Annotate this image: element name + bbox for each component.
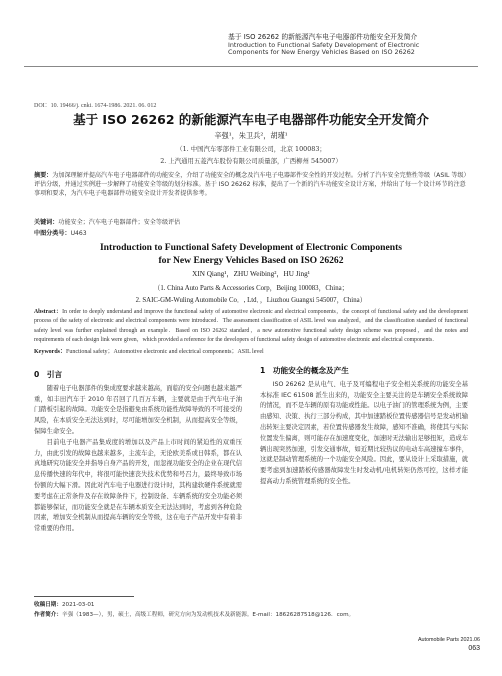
paper-title-en: [0, 242, 502, 267]
footnote-received-label: 收稿日期：: [34, 602, 62, 608]
affiliation-cn-2: 2. 上汽通用五菱汽车股份有限公司质量部，广西柳州 545007）: [160, 157, 342, 165]
keywords-en-text: Functional safety；Automotive electronic and electrical components；ASIL level: [66, 349, 264, 355]
intro-paragraph-1: 随着电子电器部件的集成度要求越来越高，面临的安全问题也越来越严重，如丰田汽车于 2010 年召回了几百万车辆，主要就是由于汽车电子油门踏板引起的故障。功能安全是指避免由系统功能性故障导致的不可接受的风险，在本质安全无法达到时，尽可能增加安全机制，从而提高安全等级，保障生命安全。: [34, 384, 242, 435]
abstract-en-label: Abstract：: [34, 309, 63, 315]
section-heading-1: 1 功能安全的概念及产生: [260, 366, 349, 375]
footnote-author-text: 辛强（1983—），男，硕士，高级工程师，研究方向为发动机技术及新能源。E-mail：18626287518@126．com。: [61, 612, 355, 618]
doi[interactable]: DOI：10. 19466/j. cnki. 1674-1986. 2021. 06. 012: [34, 103, 157, 109]
authors-cn: 辛强¹，朱卫兵²，胡瑾¹: [214, 131, 288, 140]
classification-code: U463: [70, 230, 87, 237]
running-header-en-2: Components for New Energy Vehicles Based on ISO 26262: [228, 48, 415, 57]
running-header-en-1: Introduction to Functional Safety Development of Electronic: [228, 40, 420, 49]
abstract-cn: [34, 171, 468, 199]
keywords-en: [34, 346, 468, 355]
keywords-cn-text: 功能安全；汽车电子电器部件；安全等级评估: [58, 219, 181, 226]
footnote-divider: [34, 596, 134, 597]
keywords-cn-label: 关键词：: [34, 219, 59, 226]
footnote-received: [34, 600, 468, 608]
affiliation-cn-1: （1. 中国汽车零部件工业有限公司，北京 100083；: [176, 145, 326, 153]
page-number: 063: [468, 645, 480, 652]
section-1-paragraph-1: ISO 26262 是从电气、电子及可编程电子安全相关系统的功能安全基本标准 IEC 61508 派生出来的，功能安全主要关注的是车辆安全系统故障的情况，而不是车辆的原有功能或性能。以电子油门的管理系统为例，主要由感知、决策、执行三部分构成，其中加速踏板位置传感器信号是发动机输出转矩主要决定因素，若位置传感器发生故障，感知不准确，将使其与实际位置发生偏离，则可能存在加速度变化，加速时无法输出足够扭矩，造成车辆出现突然加速，引发交通事故，如近期比较热议的电动车高速撞车事件，这就是制动管理系统的一个功能安全风险。因此，要从设计上采取措施，就要考虑到加速踏板传感器故障发生时发动机/电机转矩仍然可控，这样才能提高动力系统管理系统的安全性。: [260, 380, 468, 485]
classification-label: 中图分类号：: [34, 230, 71, 237]
abstract-cn-label: 摘要：: [34, 172, 53, 179]
footnote-received-date: 2021-03-01: [61, 602, 95, 608]
keywords-en-label: Keywords：: [34, 349, 66, 355]
running-header-cn: 基于 ISO 26262 的新能源汽车电子电器部件功能安全开发简介: [228, 33, 418, 41]
abstract-en: [34, 308, 468, 346]
running-header: [228, 34, 478, 57]
paper-title-cn: 基于 ISO 26262 的新能源汽车电子电器部件功能安全开发简介: [73, 112, 429, 127]
body-column-right: [260, 364, 468, 488]
affiliation-en-2: 2. SAIC-GM-Wuling Automobile Co．, Ltd．，Liuzhou Guangxi 545007，China）: [135, 297, 367, 304]
header-divider: [24, 66, 478, 67]
paper-title-en-1: Introduction to Functional Safety Development of Electronic Components: [99, 242, 403, 253]
affiliation-en-1: （1. China Auto Parts & Accessories Corp，Beijing 100083，China；: [153, 285, 349, 292]
keywords-cn: [34, 217, 468, 226]
paper-title-en-2: for New Energy Vehicles Based on ISO 26262: [158, 254, 344, 266]
section-heading-intro: 0 引言: [34, 370, 63, 379]
journal-footer: Automobile Parts 2021.06: [417, 637, 480, 643]
footnote-author: [34, 610, 468, 618]
authors-en: XIN Qiang¹，ZHU Weibing²，HU Jing¹: [192, 270, 310, 278]
footnote-author-label: 作者简介：: [34, 612, 62, 618]
intro-paragraph-2: 目前电子电器产品集成度的增加以及产品上市时间的紧迫性的双重压力，由此引发的故障也越来越多，主流车企，无论欧美系或日韩系，都在认真地研究功能安全并指导自身产品的开发，而忽视功能安全的企业在现代信息传播快速的年代中，将很可能快速丧失技术优势和号召力，最终导致市场份额的大幅下滑。因此对汽车电子电器进行设计时，其构建软硬件系统就需要考虑在正常条件及存在故障条件下，控制设备、车辆系统的安全功能必须都能够保证，而功能安全就是在车辆本质安全无法达到时，考虑到各种危险因素，增加安全机制从而提高车辆的安全等级，这在电子产品开发中有着非常重要的作用。: [34, 438, 242, 533]
abstract-en-text: In order to deeply understand and improve the functional safety of automotive electronic and electrical components，the concept of functional safety and the development process of the safety of electronic and electrical components were introduced．The assessment classification of ASIL level was analyzed，and the classification standard of functional safety level was further explained through an example．Based on ISO 26262 standard，a new automotive functional safety design scheme was proposed，and the notes and requirements of each design link were given，which provided a reference for the developers of functional safety design of automotive electronic and electrical components．: [34, 309, 468, 344]
abstract-cn-text: 为加深理解并提高汽车电子电器部件的功能安全，介绍了功能安全的概念及汽车电子电器部件安全性的开发过程。分析了汽车安全完整性等级（ASIL 等级）评估分级，并通过实例进一步解释了功能安全等级的划分标准。基于 ISO 26262 标准，提出了一个新的汽车功能安全设计方案，并给出了每一个设计环节的注意事项和要求，为汽车电子电器部件功能安全设计开发者提供参考。: [34, 172, 467, 198]
classification: [34, 228, 468, 237]
body-column-left: [34, 364, 242, 535]
